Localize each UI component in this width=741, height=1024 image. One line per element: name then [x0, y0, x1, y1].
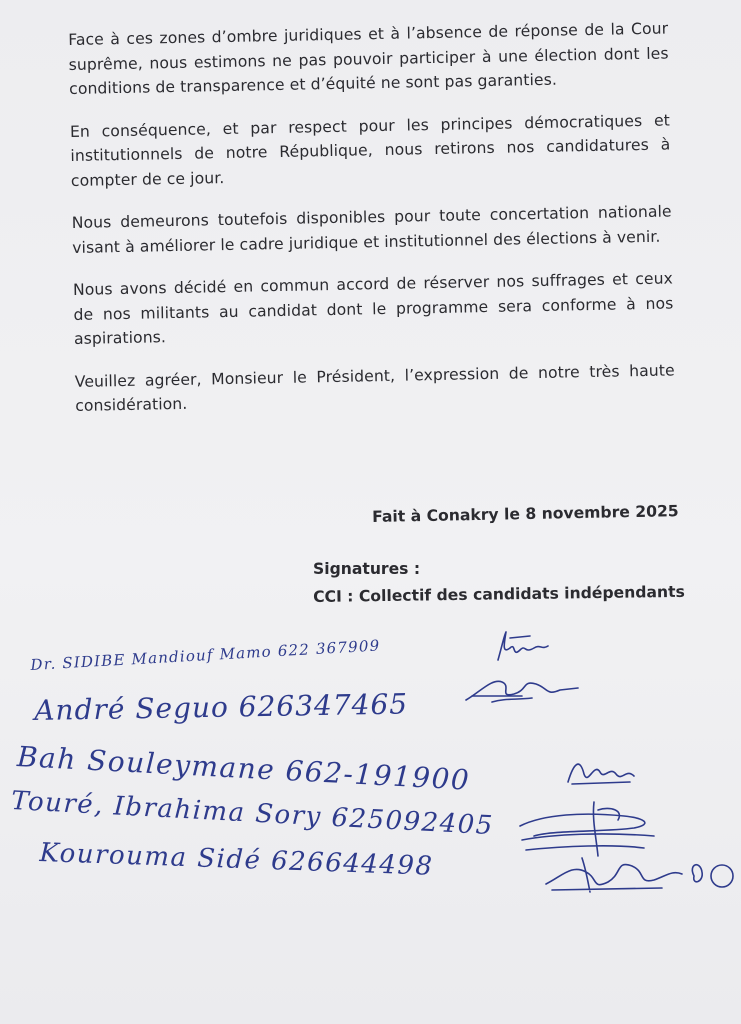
- signature-scribble-icon: [490, 628, 550, 668]
- signature-scribble-icon: [462, 672, 582, 708]
- signatory-line-2: André Seguo 626347465: [34, 687, 409, 727]
- collective-name: CCI : Collectif des candidats indépendants: [313, 582, 685, 606]
- signature-scribble-icon: [542, 846, 738, 900]
- signature-scribble-icon: [564, 752, 636, 792]
- paragraph-1: Face à ces zones d’ombre juridiques et à l’absence de réponse de la Cour suprême, nous estimons ne pas pouvoir participer à une élection dont les conditions de transparence et d’équité ne sont pas garanties.: [68, 19, 669, 98]
- signatory-line-3: Bah Souleymane 662-191900: [16, 740, 472, 797]
- signatures-heading: Signatures :: [313, 560, 421, 578]
- paragraph-2: En conséquence, et par respect pour les principes démocratiques et institutionnels de notre République, nous retirons nos candidatures à compter de ce jour.: [69, 110, 671, 190]
- letter-body: [68, 16, 676, 436]
- closing-paragraph: Veuillez agréer, Monsieur le Président, l’expression de notre très haute considération.: [74, 360, 675, 415]
- place-date: Fait à Conakry le 8 novembre 2025: [372, 502, 679, 526]
- paragraph-4: Nous avons décidé en commun accord de réserver nos suffrages et ceux de nos militants au candidat dont le programme sera conforme à nos aspirations.: [72, 269, 674, 348]
- signatory-line-1: Dr. SIDIBE Mandiouf Mamo 622 367909: [30, 636, 381, 674]
- signatory-line-4: Touré, Ibrahima Sory 625092405: [10, 786, 495, 842]
- signatory-line-5: Kourouma Sidé 626644498: [38, 838, 434, 882]
- paragraph-3: Nous demeurons toutefois disponibles pour toute concertation nationale visant à améliorer le cadre juridique et institutionnel des élections à venir.: [71, 202, 672, 257]
